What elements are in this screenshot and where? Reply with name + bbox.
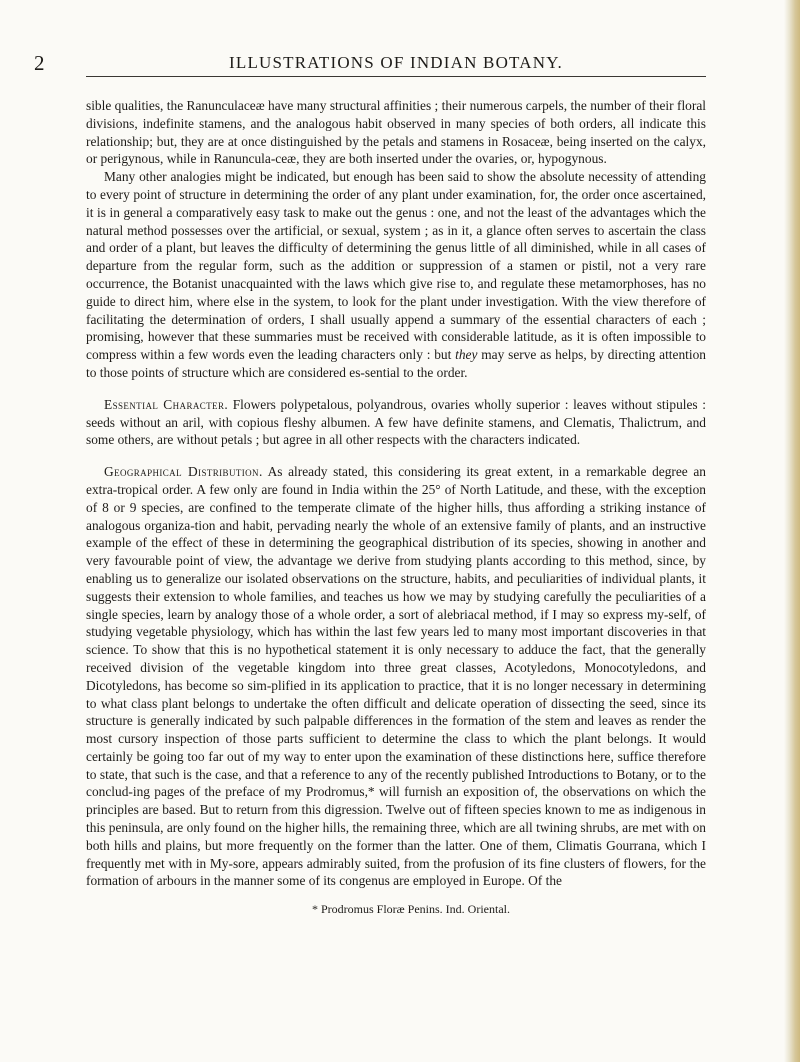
paragraph-text-continued: may serve as helps, by directing attention to those points of structure which are considered es-sential to the order. bbox=[86, 347, 706, 380]
emphasis-word: they bbox=[455, 347, 478, 363]
page-body bbox=[86, 97, 706, 890]
section-heading-geographical-distribution: Geographical Distribution. bbox=[104, 464, 263, 480]
paragraph-text: Flowers polypetalous, polyandrous, ovaries wholly superior : leaves without stipules : seeds without an aril, with copious fleshy albumen. A few have definite stamens, and Clematis, Thalictrum, and some others, are without petals ; but agree in all other respects with the characters indicated. bbox=[86, 396, 706, 448]
running-title: ILLUSTRATIONS OF INDIAN BOTANY. bbox=[229, 53, 563, 72]
book-spine-edge bbox=[784, 0, 800, 1062]
section-heading-essential-character: Essential Character. bbox=[104, 396, 229, 412]
page-header bbox=[34, 50, 706, 77]
book-page bbox=[34, 50, 706, 917]
paragraph-geographical-distribution bbox=[86, 463, 706, 890]
paragraph-text: Many other analogies might be indicated, but enough has been said to show the absolute necessity of attending to every point of structure in determining the order of any plant under examination, for, the order once ascertained, it is in general a comparatively easy task to make out the genus : one, and not the least of the advantages which the natural method possesses over the artificial, or sexual, system ; as in it, a glance often serves to ascertain the class and order of a plant, but leaves the difficulty of determining the genus little of all diminished, while in all cases of departure from the regular form, such as the addition or suppression of a stamen or pistil, not a very rare occurrence, the Botanist unacquainted with the laws which give rise to, and regulate these metamorphoses, has no guide to direct him, where else in the system, to look for the plant under investigation. With the view therefore of facilitating the determination of orders, I shall usually append a summary of the essential characters of each ; promising, however that these summaries must be received with considerable latitude, as it is often impossible to compress within a few words even the leading characters only : but bbox=[86, 169, 706, 363]
page-number: 2 bbox=[34, 51, 45, 75]
paragraph-text: As already stated, this considering its great extent, in a remarkable degree an extra-tropical order. A few only are found in India within the 25° of North Latitude, and these, with the exception of 8 or 9 species, are confined to the temperate climate of the higher hills, thus affording a striking instance of analogous organiza-tion and habit, pervading nearly the whole of an extensive family of plants, and an instructive example of the effect of these in determining the geographical distribution of its species, showing in another and very favourable point of view, the advantage we derive from studying plants according to this method, since, by enabling us to generalize our isolated observations on the structure, habits, and peculiarities of individual plants, it suggests their extension to whole families, and teaches us how we may by studying carefully the peculiarities of a single species, learn by analogy those of a whole order, a sort of alebriacal method, if I may so express my-self, of studying vegetable physiology, which has within the last few years led to many most important discoveries in that science. To show that this is no hypothetical statement it is only necessary to adduce the fact, that the generally received division of the vegetable kingdom into three great classes, Acotyledons, Monocotyledons, and Dicotyledons, has become so sim-plified in its application to practice, that it is no longer necessary in determining to what class plant belongs to undertake the often difficult and delicate operation of dissecting the seed, since its structure is generally indicated by such palpable differences in the formation of the stem and leaves as render the most cursory inspection of those parts sufficient to determine the class to which the plant belongs. It would certainly be going too far out of my way to enter upon the examination of these distinctions here, suffice therefore to state, that such is the case, and that a reference to any of the recently published Introductions to Botany, or to the conclud-ing pages of the preface of my Prodromus,* will furnish an exposition of, the observations on which the principles are based. But to return from this digression. Twelve out of fifteen species known to me as indigenous in this peninsula, are only found on the higher hills, the remaining three, which are all twining shrubs, are met with on both hills and plains, but more frequently on the former than the latter. One of them, Climatis Gourrana, which I frequently met with in My-sore, appears admirably suited, from the profusion of its fine clusters of flowers, for the formation of arbours in the manner some of its congenus are employed in Europe. Of the bbox=[86, 464, 706, 889]
paragraph-analogies bbox=[86, 168, 706, 382]
paragraph-essential-character bbox=[86, 396, 706, 449]
paragraph-ranunculaceae-affinities bbox=[86, 97, 706, 168]
paragraph-text: sible qualities, the Ranunculaceæ have many structural affinities ; their numerous carpels, the number of their floral divisions, indefinite stamens, and the analogous habit observed in many species of both orders, all indicate this relationship; but, they are at once distinguished by the petals and stamens in Rosaceæ, being inserted on the calyx, or perigynous, while in Ranuncula-ceæ, they are both inserted under the ovaries, or, hypogynous. bbox=[86, 98, 706, 167]
footnote: * Prodromus Floræ Penins. Ind. Oriental. bbox=[312, 902, 510, 917]
